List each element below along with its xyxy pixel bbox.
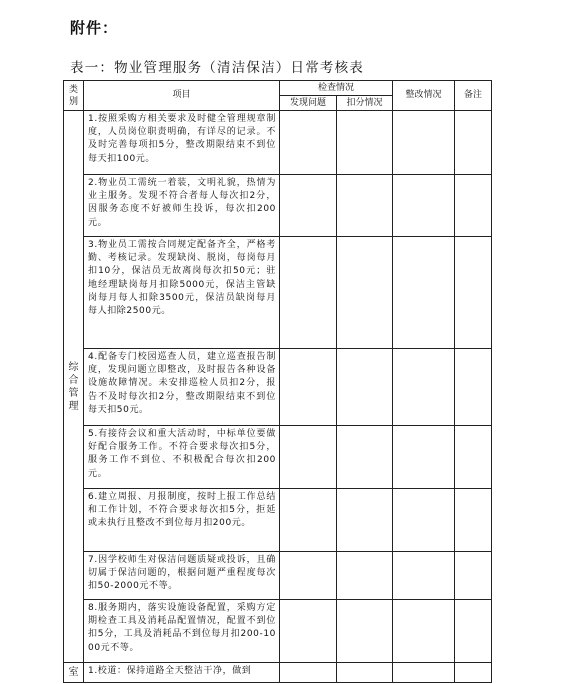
remark-cell[interactable] — [455, 175, 492, 237]
header-category — [64, 81, 84, 111]
remark-cell[interactable] — [455, 663, 492, 683]
rectify-cell[interactable] — [393, 175, 455, 237]
table-row — [64, 349, 492, 426]
remark-cell[interactable] — [455, 552, 492, 600]
deduct-cell[interactable] — [337, 489, 393, 552]
deduct-cell[interactable] — [337, 349, 393, 426]
header-check: 检查情况 — [280, 81, 393, 96]
deduct-cell[interactable] — [337, 237, 393, 349]
table-row — [64, 237, 492, 349]
found-cell[interactable] — [280, 426, 337, 489]
item-text: 7.因学校师生对保洁问题质疑或投诉，且确切属于保洁问题的，根据问题严重程度每次扣50-2000元不等。 — [84, 552, 280, 600]
deduct-cell[interactable] — [337, 663, 393, 683]
header-category-char-2: 别 — [68, 96, 78, 107]
header-deduct: 扣分情况 — [337, 96, 393, 111]
table-title: 表一：物业管理服务（清洁保洁）日常考核表 — [70, 60, 364, 76]
rectify-cell[interactable] — [393, 349, 455, 426]
remark-cell[interactable] — [455, 426, 492, 489]
table-row — [64, 663, 492, 683]
deduct-cell[interactable] — [337, 175, 393, 237]
found-cell[interactable] — [280, 600, 337, 663]
table-row — [64, 111, 492, 175]
found-cell[interactable] — [280, 175, 337, 237]
item-text: 1.校道：保持道路全天整洁干净，做到 — [84, 663, 280, 683]
found-cell[interactable] — [280, 663, 337, 683]
found-cell[interactable] — [280, 489, 337, 552]
rectify-cell[interactable] — [393, 426, 455, 489]
table-row — [64, 552, 492, 600]
deduct-cell[interactable] — [337, 111, 393, 175]
item-text: 8.服务期内，落实设施设备配置，采购方定期检查工具及消耗品配置情况，配置不到位扣5分，工具及消耗品不到位每月扣200-1000元不等。 — [84, 600, 280, 663]
remark-cell[interactable] — [455, 237, 492, 349]
table-row — [64, 489, 492, 552]
item-text: 3.物业员工需按合同规定配备齐全，严格考勤、考核记录。发现缺岗、脱岗，每岗每月扣10分，保洁员无故离岗每次扣50元；驻地经理缺岗每月扣除5000元，保洁主管缺岗每月每人扣除3500元，保洁员缺岗每月每人扣除2500元。 — [84, 237, 280, 349]
deduct-cell[interactable] — [337, 600, 393, 663]
deduct-cell[interactable] — [337, 426, 393, 489]
header-row-1 — [64, 81, 492, 96]
category-char: 综 — [68, 361, 79, 373]
header-found: 发现问题 — [280, 96, 337, 111]
rectify-cell[interactable] — [393, 600, 455, 663]
table-row — [64, 426, 492, 489]
remark-cell[interactable] — [455, 489, 492, 552]
rectify-cell[interactable] — [393, 663, 455, 683]
found-cell[interactable] — [280, 237, 337, 349]
table-row — [64, 600, 492, 663]
category-char: 理 — [68, 400, 79, 412]
found-cell[interactable] — [280, 349, 337, 426]
assessment-table — [63, 80, 492, 683]
found-cell[interactable] — [280, 552, 337, 600]
item-text: 5.有接待会议和重大活动时，中标单位要做好配合服务工作。不符合要求每次扣5分，服务工作不到位、不积极配合每次扣200元。 — [84, 426, 280, 489]
header-remark: 备注 — [455, 81, 492, 111]
rectify-cell[interactable] — [393, 489, 455, 552]
found-cell[interactable] — [280, 111, 337, 175]
header-category-char-1: 类 — [68, 84, 78, 95]
header-rectify: 整改情况 — [393, 81, 455, 111]
rectify-cell[interactable] — [393, 552, 455, 600]
header-item: 项目 — [84, 81, 280, 111]
category-comprehensive-management — [64, 111, 84, 663]
table-row — [64, 175, 492, 237]
category-char: 管 — [68, 387, 79, 399]
rectify-cell[interactable] — [393, 237, 455, 349]
attachment-label: 附件： — [70, 19, 119, 37]
category-room: 室 — [64, 663, 84, 683]
remark-cell[interactable] — [455, 349, 492, 426]
deduct-cell[interactable] — [337, 552, 393, 600]
item-text: 1.按照采购方相关要求及时健全管理规章制度，人员岗位职责明确，有详尽的记录。不及时完善每项扣5分，整改期限结束不到位每天扣100元。 — [84, 111, 280, 175]
item-text: 2.物业员工需统一着装，文明礼貌，热情为业主服务。发现不符合者每人每次扣2分，因服务态度不好被师生投诉，每次扣200元。 — [84, 175, 280, 237]
category-char: 合 — [68, 374, 79, 386]
item-text: 4.配备专门校园巡查人员，建立巡查报告制度，发现问题立即整改，及时报告各种设备设施故障情况。未安排巡检人员扣2分，报告不及时每次扣2分，整改期限结束不到位每天扣50元。 — [84, 349, 280, 426]
remark-cell[interactable] — [455, 600, 492, 663]
remark-cell[interactable] — [455, 111, 492, 175]
rectify-cell[interactable] — [393, 111, 455, 175]
item-text: 6.建立周报、月报制度，按时上报工作总结和工作计划，不符合要求每次扣5分，拒延或未执行且整改不到位每月扣200元。 — [84, 489, 280, 552]
